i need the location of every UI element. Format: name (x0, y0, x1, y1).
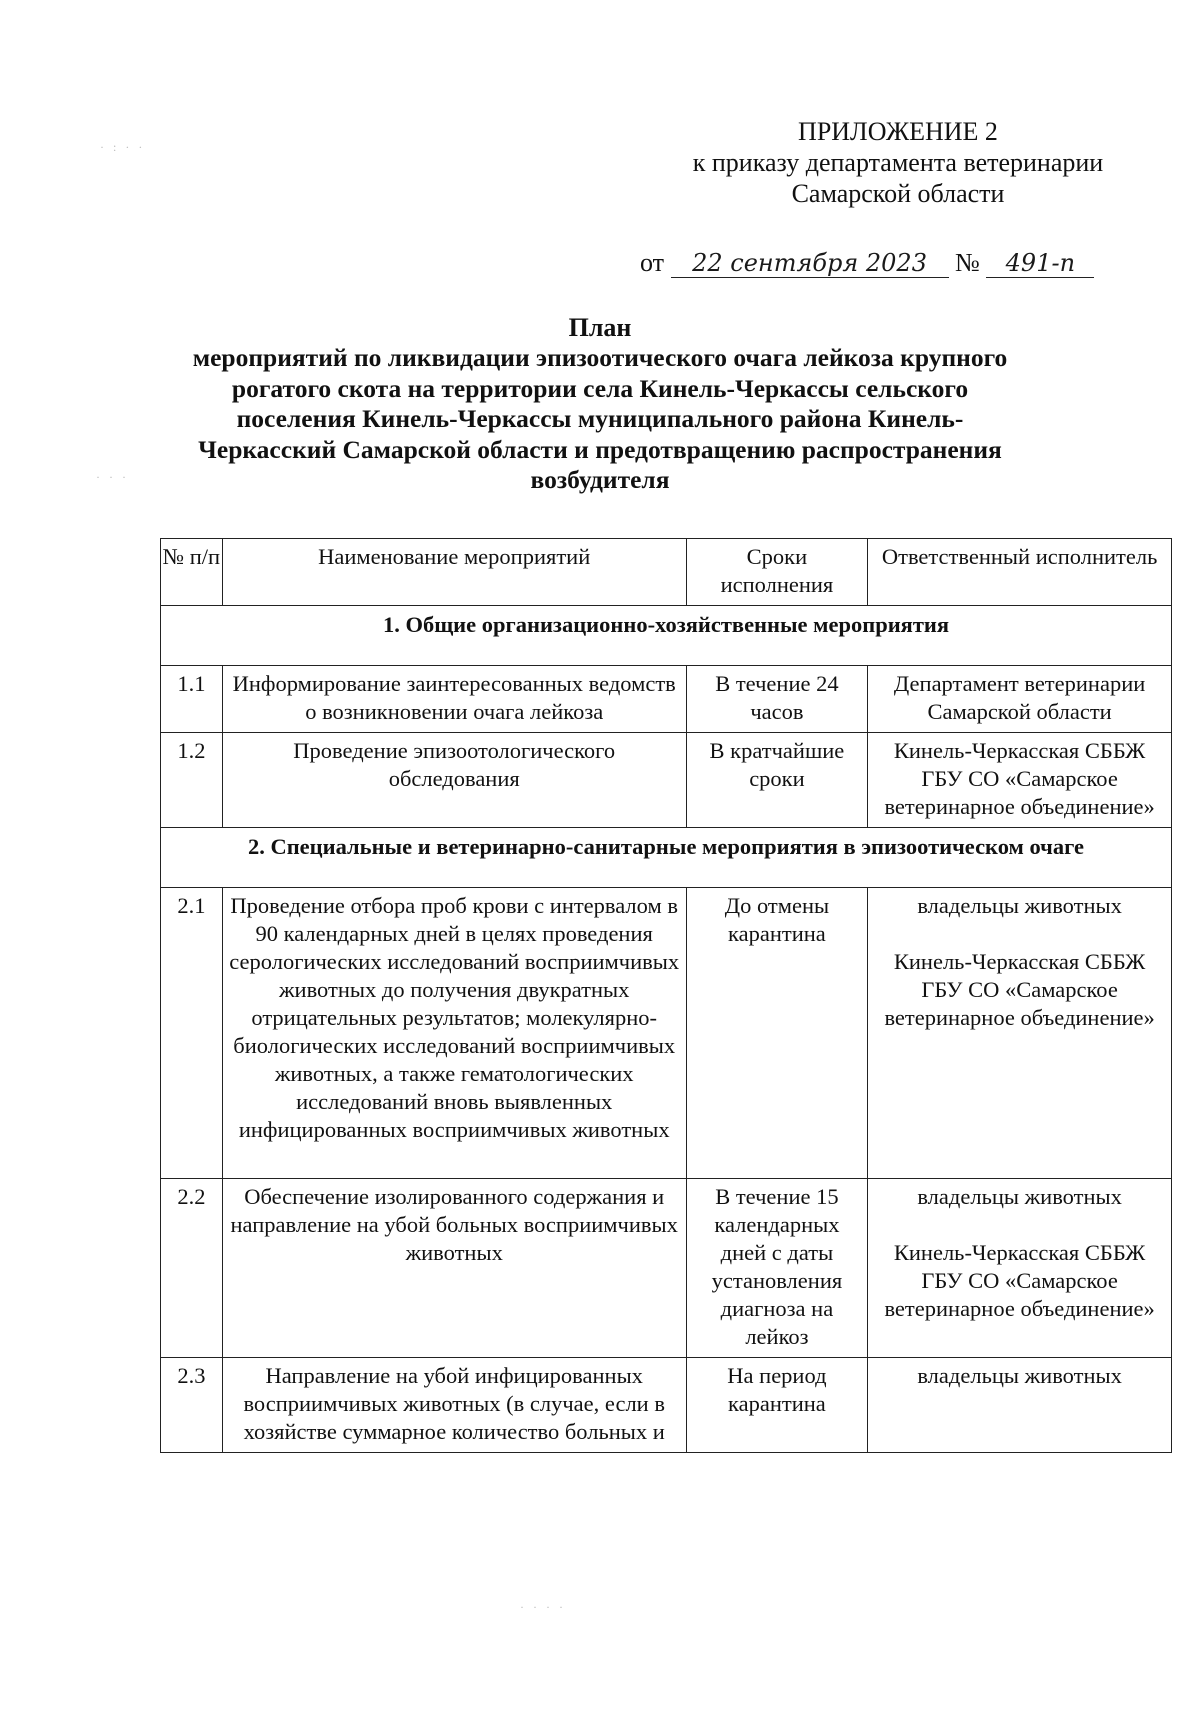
row-resp: Кинель-Черкасская СББЖ ГБУ СО «Самарское ветеринарное объединение» (868, 733, 1172, 828)
order-from-label: от (640, 248, 665, 277)
plan-table (160, 538, 1172, 1453)
table-row (161, 733, 1172, 828)
row-term: В течение 15 календарных дней с даты установления диагноза на лейкоз (686, 1179, 868, 1358)
appendix-block (668, 116, 1128, 209)
order-number-label: № (955, 248, 980, 277)
row-resp: Департамент ветеринарии Самарской области (868, 666, 1172, 733)
section-1-title: 1. Общие организационно-хозяйственные мероприятия (161, 606, 1172, 666)
row-num: 1.1 (161, 666, 223, 733)
header-num: № п/п (161, 539, 223, 606)
row-name: Обеспечение изолированного содержания и направление на убой больных восприимчивых животных (222, 1179, 686, 1358)
section-2-title: 2. Специальные и ветеринарно-санитарные мероприятия в эпизоотическом очаге (161, 828, 1172, 888)
row-resp-cell (868, 888, 1172, 1179)
plan-heading: План (568, 313, 632, 342)
plan-title-block (180, 312, 1020, 496)
scan-noise: · · · · (520, 1600, 566, 1614)
appendix-line-1: к приказу департамента ветеринарии (692, 148, 1104, 177)
table-row (161, 1179, 1172, 1358)
header-resp: Ответственный исполнитель (868, 539, 1172, 606)
scan-noise: · · · (96, 470, 129, 484)
row-term: В кратчайшие сроки (686, 733, 868, 828)
section-2-row (161, 828, 1172, 888)
row-num: 1.2 (161, 733, 223, 828)
table-header-row (161, 539, 1172, 606)
order-line (640, 248, 1094, 278)
row-resp-cell (868, 1179, 1172, 1358)
row-resp-owners: владельцы животных (917, 1184, 1122, 1209)
appendix-line-2: Самарской области (791, 179, 1005, 208)
plan-subtitle: мероприятий по ликвидации эпизоотического очага лейкоза крупного рогатого скота на территории села Кинель-Черкассы сельского поселения Кинель-Черкассы муниципального района Кинель-Черкасский Самарской области и предотвращению распространения возбудителя (192, 343, 1008, 494)
order-number: 491-п (986, 249, 1094, 278)
appendix-title: ПРИЛОЖЕНИЕ 2 (798, 117, 998, 146)
row-num: 2.2 (161, 1179, 223, 1358)
row-resp: владельцы животных (868, 1358, 1172, 1453)
row-term: В течение 24 часов (686, 666, 868, 733)
row-num: 2.1 (161, 888, 223, 1179)
row-term: До отмены карантина (686, 888, 868, 1179)
table-row (161, 1358, 1172, 1453)
header-term: Сроки исполнения (686, 539, 868, 606)
row-num: 2.3 (161, 1358, 223, 1453)
row-name: Направление на убой инфицированных восприимчивых животных (в случае, если в хозяйстве суммарное количество больных и (222, 1358, 686, 1453)
section-1-row (161, 606, 1172, 666)
table-row (161, 666, 1172, 733)
row-resp-station: Кинель-Черкасская СББЖ ГБУ СО «Самарское ветеринарное объединение» (884, 949, 1155, 1030)
row-resp-station: Кинель-Черкасская СББЖ ГБУ СО «Самарское ветеринарное объединение» (884, 1240, 1155, 1321)
header-name: Наименование мероприятий (222, 539, 686, 606)
order-date: 22 сентября 2023 (671, 249, 949, 278)
row-name: Проведение эпизоотологического обследования (222, 733, 686, 828)
scan-noise: · : · · (100, 140, 146, 154)
table-row (161, 888, 1172, 1179)
row-name: Проведение отбора проб крови с интервалом в 90 календарных дней в целях проведения серологических исследований восприимчивых животных до получения двукратных отрицательных результатов; молекулярно-биологических исследований восприимчивых животных, а также гематологических исследований вновь выявленных инфицированных восприимчивых животных (222, 888, 686, 1179)
row-resp-owners: владельцы животных (917, 893, 1122, 918)
row-term: На период карантина (686, 1358, 868, 1453)
row-name: Информирование заинтересованных ведомств о возникновении очага лейкоза (222, 666, 686, 733)
